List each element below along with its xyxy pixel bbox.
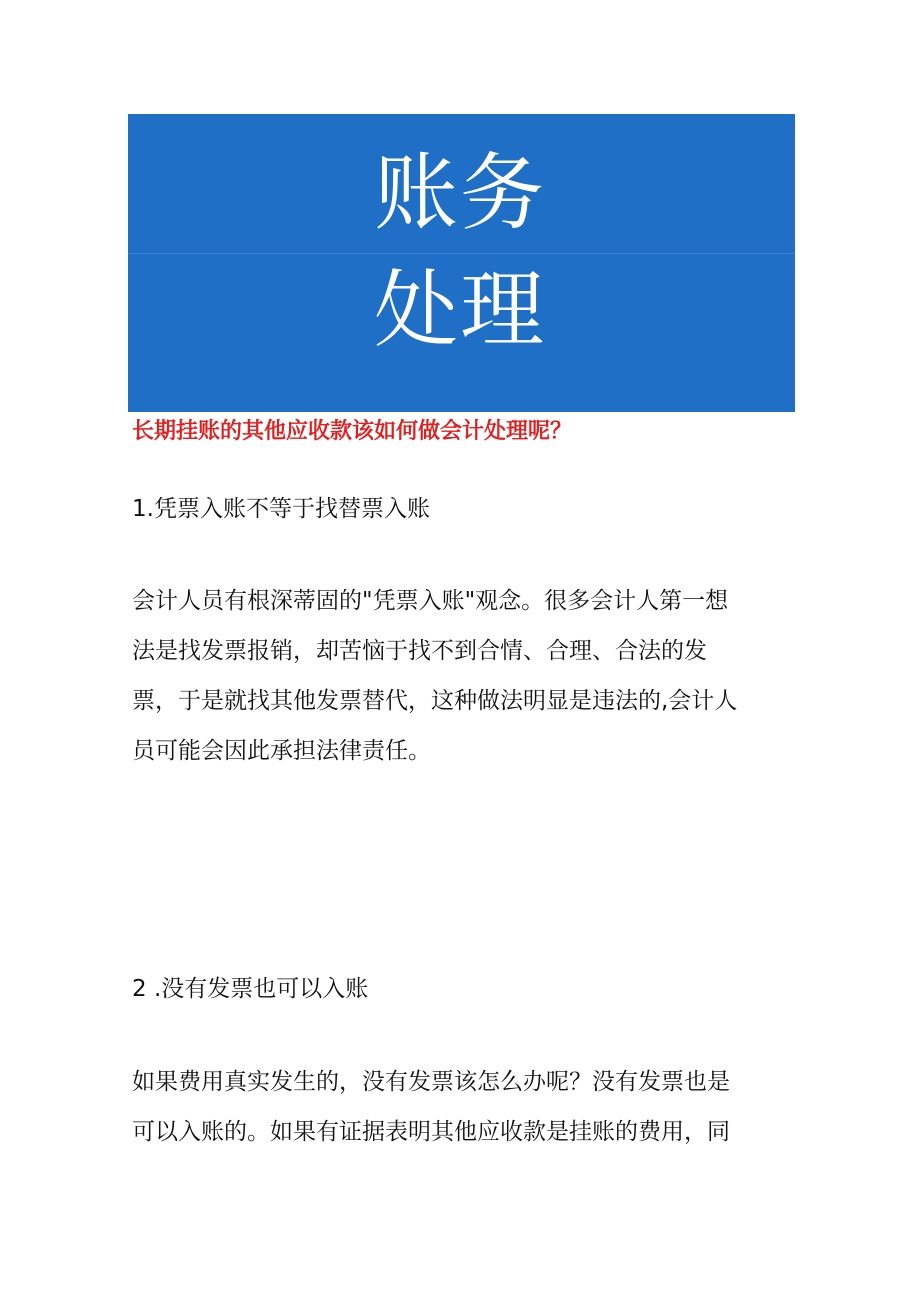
section-1-paragraph bbox=[132, 576, 812, 776]
paragraph-line: 员可能会因此承担法律责任。 bbox=[132, 738, 431, 764]
paragraph-line: 如果费用真实发生的，没有发票该怎么办呢？没有发票也是 bbox=[132, 1069, 730, 1095]
article-title: 长期挂账的其他应收款该如何做会计处理呢？ bbox=[132, 419, 573, 444]
banner-title-line-1: 账务 bbox=[373, 144, 546, 242]
paragraph-line: 票，于是就找其他发票替代，这种做法明显是违法的,会计人 bbox=[132, 688, 738, 714]
banner-divider bbox=[128, 253, 795, 254]
section-2-heading: 2 .没有发票也可以入账 bbox=[132, 976, 369, 1002]
paragraph-line: 会计人员有根深蒂固的"凭票入账"观念。很多会计人第一想 bbox=[132, 588, 729, 614]
section-2-paragraph bbox=[132, 1057, 812, 1157]
paragraph-line: 法是找发票报销，却苦恼于找不到合情、合理、合法的发 bbox=[132, 638, 707, 664]
paragraph-line: 可以入账的。如果有证据表明其他应收款是挂账的费用，同 bbox=[132, 1119, 730, 1145]
section-1-heading: 1.凭票入账不等于找替票入账 bbox=[132, 496, 430, 522]
banner-title-line-2: 处理 bbox=[373, 261, 546, 359]
